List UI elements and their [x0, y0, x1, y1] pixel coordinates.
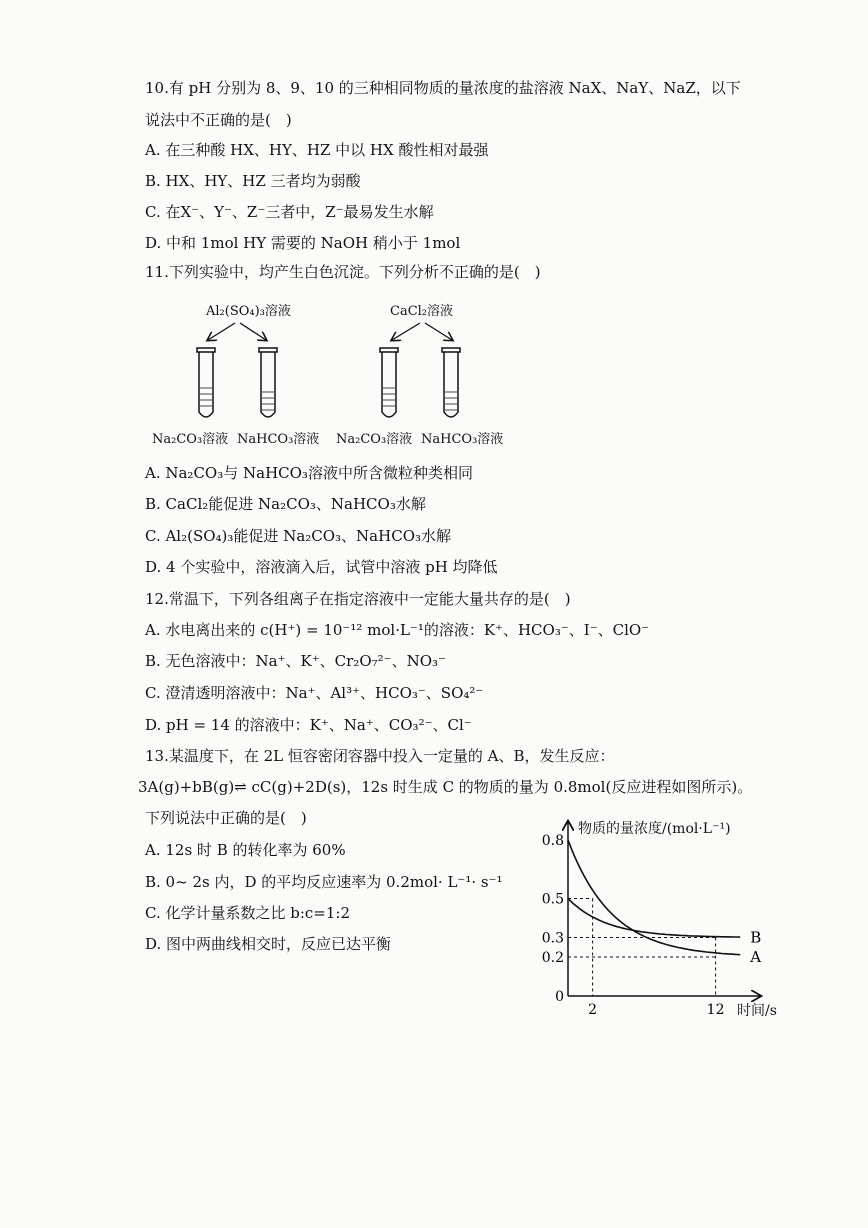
reagent-cacl2: CaCl₂溶液: [390, 304, 454, 319]
series-A-label: A: [750, 948, 762, 966]
q12-option-a: A. 水电离出来的 c(H⁺) = 10⁻¹² mol·L⁻¹的溶液：K⁺、HCO₃⁻、I⁻、ClO⁻: [145, 621, 650, 639]
arrow-left-1: [208, 323, 235, 340]
tube-label-4: NaHCO₃溶液: [421, 432, 504, 447]
q12-option-b: B. 无色溶液中：Na⁺、K⁺、Cr₂O₇²⁻、NO₃⁻: [145, 652, 446, 670]
series-B-curve: [568, 899, 740, 938]
q13-option-d: D. 图中两曲线相交时，反应已达平衡: [145, 935, 392, 953]
series-B-label: B: [750, 928, 762, 947]
q10-option-c: C. 在X⁻、Y⁻、Z⁻三者中，Z⁻最易发生水解: [145, 203, 434, 221]
q13-stem-line3: 下列说法中正确的是( ): [145, 809, 307, 827]
x-tick-12: 12: [706, 1002, 725, 1018]
test-tube-1: [197, 348, 215, 417]
q11-stem: 11.下列实验中，均产生白色沉淀。下列分析不正确的是( ): [145, 263, 541, 281]
q12-option-d: D. pH = 14 的溶液中：K⁺、Na⁺、CO₃²⁻、Cl⁻: [145, 716, 472, 734]
reagent-al2so43: Al₂(SO₄)₃溶液: [206, 304, 291, 319]
q13-option-a: A. 12s 时 B 的转化率为 60%: [145, 841, 346, 859]
q13-option-c: C. 化学计量系数之比 b:c=1:2: [145, 904, 351, 922]
arrow-right-2: [425, 323, 452, 340]
q13-stem-line2: 3A(g)+bB(g)⇌ cC(g)+2D(s)，12s 时生成 C 的物质的量为 0.8mol(反应进程如图所示)。: [138, 778, 753, 796]
q11-option-a: A. Na₂CO₃与 NaHCO₃溶液中所含微粒种类相同: [145, 464, 473, 482]
concentration-time-chart: [520, 818, 800, 1028]
x-tick-2: 2: [588, 1002, 598, 1018]
q13-option-b: B. 0~ 2s 内，D 的平均反应速率为 0.2mol· L⁻¹· s⁻¹: [145, 873, 503, 891]
q13-stem-line1: 13.某温度下，在 2L 恒容密闭容器中投入一定量的 A、B，发生反应：: [145, 747, 615, 765]
q11-option-c: C. Al₂(SO₄)₃能促进 Na₂CO₃、NaHCO₃水解: [145, 527, 451, 545]
y-tick-0: 0: [555, 989, 564, 1005]
chart-ylabel: 物质的量浓度/(mol·L⁻¹): [578, 821, 731, 837]
y-tick-0.2: 0.2: [541, 950, 564, 966]
arrow-right-1: [392, 323, 420, 340]
chart-xlabel: 时间/s: [737, 1003, 777, 1019]
q10-option-a: A. 在三种酸 HX、HY、HZ 中以 HX 酸性相对最强: [145, 141, 489, 159]
q11-option-d: D. 4 个实验中，溶液滴入后，试管中溶液 pH 均降低: [145, 558, 498, 576]
test-tube-diagram: [140, 310, 540, 430]
q10-option-b: B. HX、HY、HZ 三者均为弱酸: [145, 172, 361, 190]
y-tick-0.5: 0.5: [541, 891, 564, 908]
tube-label-3: Na₂CO₃溶液: [336, 432, 413, 447]
y-tick-0.3: 0.3: [541, 930, 564, 947]
arrow-left-2: [240, 323, 266, 340]
test-tube-4: [442, 348, 460, 417]
q10-stem-line1: 10.有 pH 分别为 8、9、10 的三种相同物质的量浓度的盐溶液 NaX、NaY、NaZ，以下: [145, 79, 741, 97]
q11-option-b: B. CaCl₂能促进 Na₂CO₃、NaHCO₃水解: [145, 495, 426, 513]
q12-stem: 12.常温下，下列各组离子在指定溶液中一定能大量共存的是( ): [145, 590, 571, 608]
q10-option-d: D. 中和 1mol HY 需要的 NaOH 稍小于 1mol: [145, 234, 461, 252]
q10-stem-line2: 说法中不正确的是( ): [145, 111, 292, 129]
test-tube-2: [259, 348, 277, 417]
test-tube-3: [380, 348, 398, 417]
tube-label-2: NaHCO₃溶液: [237, 432, 320, 447]
tube-label-1: Na₂CO₃溶液: [152, 432, 229, 447]
y-tick-0.8: 0.8: [541, 833, 564, 849]
q12-option-c: C. 澄清透明溶液中：Na⁺、Al³⁺、HCO₃⁻、SO₄²⁻: [145, 684, 484, 702]
